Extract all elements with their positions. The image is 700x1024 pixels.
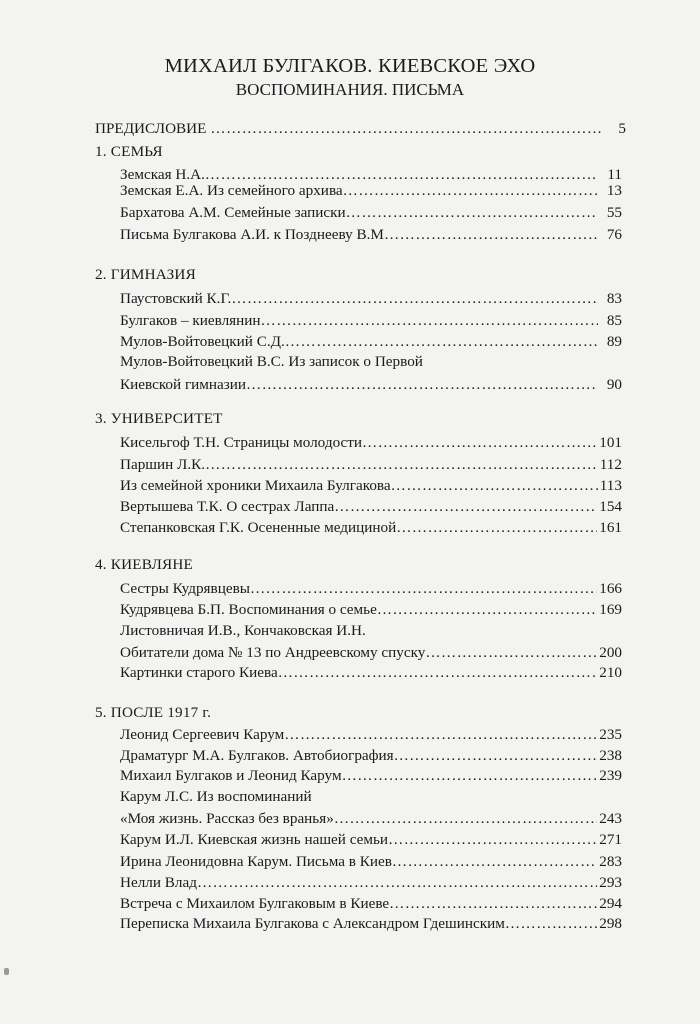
toc-entry-text: Мулов-Войтовецкий В.С. Из записок о Первой xyxy=(120,353,423,370)
toc-entry xyxy=(120,853,622,871)
toc-entry xyxy=(120,182,622,200)
toc-entry-text: Нелли Влад xyxy=(120,874,197,891)
toc-leader-dots xyxy=(391,477,598,495)
toc-leader-dots xyxy=(246,376,598,394)
toc-section-heading: 4. КИЕВЛЯНЕ xyxy=(95,556,193,573)
toc-entry-text: Драматург М.А. Булгаков. Автобиография xyxy=(120,747,394,764)
toc-leader-dots xyxy=(384,226,598,244)
toc-leader-dots xyxy=(343,182,598,200)
toc-leader-dots xyxy=(285,333,598,351)
toc-entry xyxy=(120,333,622,351)
toc-entry-text: Обитатели дома № 13 по Андреевскому спуску xyxy=(120,644,426,661)
toc-entry-page: 112 xyxy=(599,456,622,473)
toc-entry-text: Земская Н.А. xyxy=(120,166,205,183)
toc-entry-page: 239 xyxy=(599,767,622,784)
toc-entry-text: Ирина Леонидовна Карум. Письма в Киев xyxy=(120,853,392,870)
toc-leader-dots xyxy=(396,519,597,537)
toc-entry-text: Михаил Булгаков и Леонид Карум xyxy=(120,767,342,784)
toc-entry-text: Карум Л.С. Из воспоминаний xyxy=(120,788,312,805)
toc-entry-page: 154 xyxy=(599,498,622,515)
toc-entry xyxy=(120,831,622,849)
toc-leader-dots xyxy=(346,204,598,222)
toc-leader-dots xyxy=(388,831,597,849)
toc-leader-dots xyxy=(392,853,597,871)
toc-entry-page: 113 xyxy=(599,477,622,494)
toc-entry-text: Встреча с Михаилом Булгаковым в Киеве xyxy=(120,895,390,912)
toc-entry-text: Леонид Сергеевич Карум xyxy=(120,726,285,743)
toc-entry xyxy=(120,747,622,765)
scan-speck xyxy=(4,968,9,975)
toc-entry xyxy=(120,456,622,474)
toc-entry-page: 55 xyxy=(606,204,622,221)
toc-section-heading: 3. УНИВЕРСИТЕТ xyxy=(95,410,223,427)
toc-entry-page: 200 xyxy=(599,644,622,661)
toc-entry-text: Мулов-Войтовецкий С.Д. xyxy=(120,333,285,350)
toc-leader-dots xyxy=(197,874,597,892)
toc-entry-page: 210 xyxy=(599,664,622,681)
toc-entry xyxy=(120,477,622,495)
toc-leader-dots xyxy=(206,120,604,138)
toc-entry-text: Переписка Михаила Булгакова с Александром Гдешинским xyxy=(120,915,505,932)
toc-entry-page: 89 xyxy=(606,333,622,350)
toc-entry-text: Кудрявцева Б.П. Воспоминания о семье xyxy=(120,601,377,618)
toc-leader-dots xyxy=(250,580,597,598)
toc-entry-page: 238 xyxy=(599,747,622,764)
toc-entry-page: 76 xyxy=(606,226,622,243)
toc-entry-text: Карум И.Л. Киевская жизнь нашей семьи xyxy=(120,831,389,848)
toc-entry-text: Картинки старого Киева xyxy=(120,664,278,681)
toc-entry-text: Булгаков – киевлянин xyxy=(120,312,261,329)
toc-entry-page: 271 xyxy=(599,831,622,848)
toc-leader-dots xyxy=(205,456,598,474)
toc-entry xyxy=(120,580,622,598)
toc-entry xyxy=(120,726,622,744)
toc-section-heading: 5. ПОСЛЕ 1917 г. xyxy=(95,704,212,721)
toc-leader-dots xyxy=(342,767,598,785)
toc-entry-page: 298 xyxy=(599,915,622,932)
toc-entry-text: Земская Е.А. Из семейного архива xyxy=(120,182,343,199)
toc-entry-page: 13 xyxy=(606,182,622,199)
toc-entry xyxy=(120,204,622,222)
page-title: МИХАИЛ БУЛГАКОВ. КИЕВСКОЕ ЭХО xyxy=(164,55,536,77)
toc-entry-page: 83 xyxy=(606,290,622,307)
toc-entry xyxy=(120,434,622,452)
toc-preface-label: ПРЕДИСЛОВИЕ xyxy=(95,120,207,137)
toc-entry xyxy=(120,498,622,516)
toc-entry-text: Степанковская Г.К. Осененные медициной xyxy=(120,519,397,536)
toc-leader-dots xyxy=(334,498,597,516)
toc-entry xyxy=(120,767,622,785)
toc-leader-dots xyxy=(425,644,597,662)
toc-leader-dots xyxy=(389,895,597,913)
toc-entry-text: Бархатова А.М. Семейные записки xyxy=(120,204,346,221)
toc-entry xyxy=(120,519,622,537)
toc-leader-dots xyxy=(261,312,598,330)
toc-leader-dots xyxy=(505,915,597,933)
page-subtitle: ВОСПОМИНАНИЯ. ПИСЬМА xyxy=(235,80,465,99)
toc-entry xyxy=(120,312,622,330)
toc-entry xyxy=(120,601,622,619)
toc-section-heading: 2. ГИМНАЗИЯ xyxy=(95,266,196,283)
toc-entry-text: «Моя жизнь. Рассказ без вранья» xyxy=(120,810,334,827)
toc-entry-page: 85 xyxy=(606,312,622,329)
toc-entry-text: Вертышева Т.К. О сестрах Лаппа xyxy=(120,498,335,515)
toc-entry-page: 11 xyxy=(607,166,622,183)
toc-leader-dots xyxy=(377,601,597,619)
toc-preface-page: 5 xyxy=(618,120,626,137)
toc-entry xyxy=(120,874,622,892)
toc-entry-page: 161 xyxy=(599,519,622,536)
toc-leader-dots xyxy=(394,747,598,765)
toc-entry xyxy=(120,290,622,308)
toc-leader-dots xyxy=(231,290,598,308)
toc-section-heading: 1. СЕМЬЯ xyxy=(95,143,163,160)
toc-entry-page: 243 xyxy=(599,810,622,827)
toc-entry xyxy=(120,895,622,913)
toc-entry-text: Из семейной хроники Михаила Булгакова xyxy=(120,477,391,494)
toc-entry-text: Киевской гимназии xyxy=(120,376,247,393)
toc-entry xyxy=(120,644,622,662)
toc-entry-text: Кисельгоф Т.Н. Страницы молодости xyxy=(120,434,363,451)
toc-entry-page: 283 xyxy=(599,853,622,870)
toc-entry xyxy=(120,810,622,828)
toc-entry-page: 90 xyxy=(606,376,622,393)
toc-entry-page: 293 xyxy=(599,874,622,891)
toc-preface-row xyxy=(95,120,626,138)
toc-entry xyxy=(120,376,622,394)
toc-entry xyxy=(120,664,622,682)
toc-leader-dots xyxy=(362,434,597,452)
toc-entry-page: 235 xyxy=(599,726,622,743)
toc-entry-page: 101 xyxy=(599,434,622,451)
toc-leader-dots xyxy=(334,810,597,828)
toc-entry-page: 294 xyxy=(599,895,622,912)
toc-entry-text: Письма Булгакова А.И. к Позднееву В.М xyxy=(120,226,384,243)
toc-entry xyxy=(120,226,622,244)
toc-entry-text: Сестры Кудрявцевы xyxy=(120,580,250,597)
toc-entry-text: Листовничая И.В., Кончаковская И.Н. xyxy=(120,622,366,639)
toc-entry xyxy=(120,915,622,933)
toc-entry-text: Паустовский К.Г. xyxy=(120,290,232,307)
toc-entry-page: 169 xyxy=(599,601,622,618)
toc-leader-dots xyxy=(284,726,597,744)
toc-leader-dots xyxy=(278,664,598,682)
toc-entry-page: 166 xyxy=(599,580,622,597)
toc-entry-text: Паршин Л.К. xyxy=(120,456,206,473)
